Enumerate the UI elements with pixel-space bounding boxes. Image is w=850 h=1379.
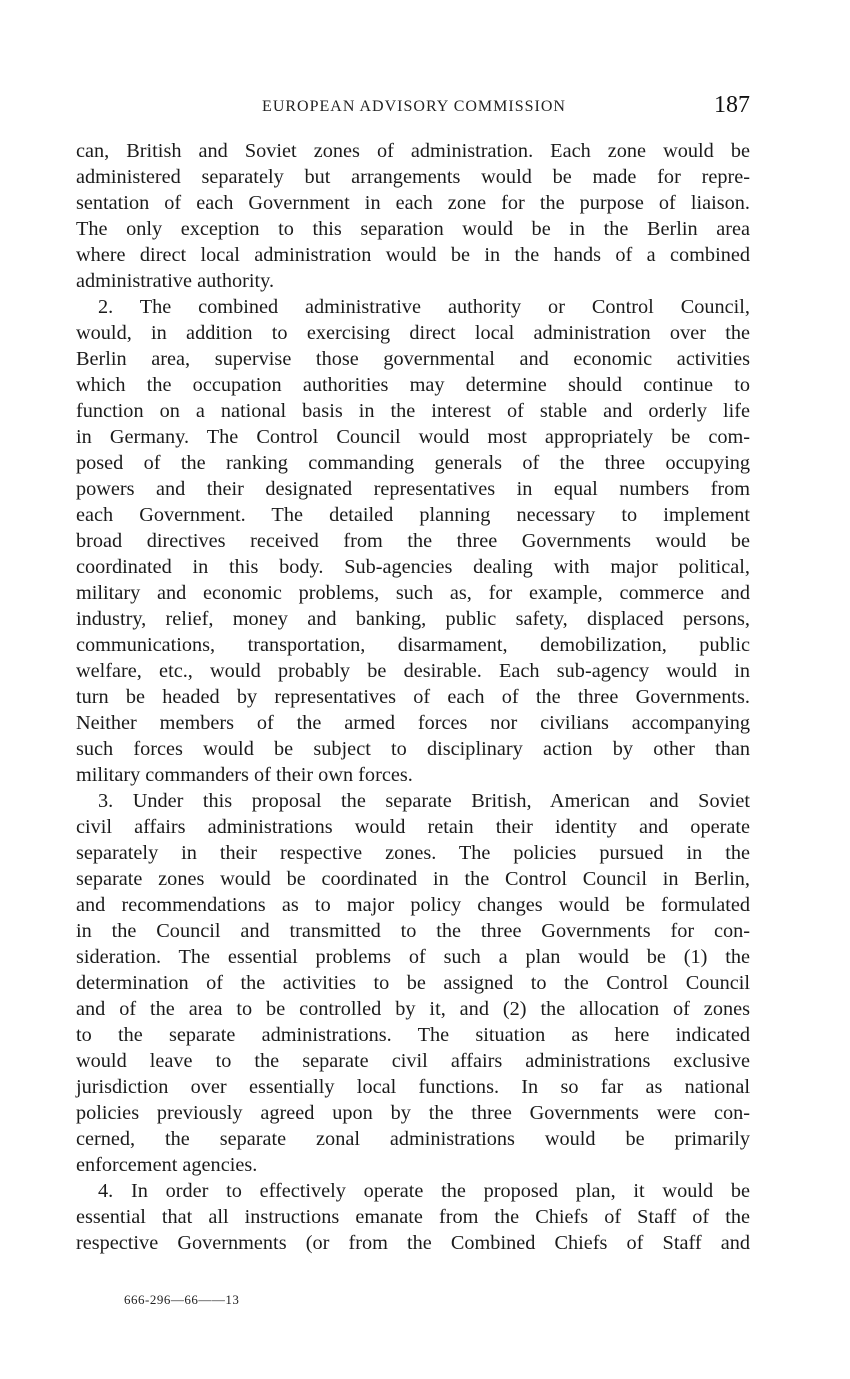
text-line: separately in their respective zones. The policies pursued in the <box>76 842 750 864</box>
text-line: would leave to the separate civil affairs administrations exclusive <box>76 1050 750 1072</box>
running-head <box>76 92 752 122</box>
text-line: can, British and Soviet zones of administration. Each zone would be <box>76 140 750 162</box>
text-line: communications, transportation, disarmament, demobilization, public <box>76 634 750 656</box>
text-line: military commanders of their own forces. <box>76 764 413 786</box>
text-line: military and economic problems, such as, for example, commerce and <box>76 582 750 604</box>
text-line: separate zones would be coordinated in the Control Council in Berlin, <box>76 868 750 890</box>
text-line: welfare, etc., would probably be desirable. Each sub-agency would in <box>76 660 750 682</box>
text-line: cerned, the separate zonal administrations would be primarily <box>76 1128 750 1150</box>
text-line: jurisdiction over essentially local functions. In so far as national <box>76 1076 750 1098</box>
text-line: respective Governments (or from the Combined Chiefs of Staff and <box>76 1232 750 1254</box>
text-line: such forces would be subject to disciplinary action by other than <box>76 738 750 760</box>
text-line: Berlin area, supervise those governmental and economic activities <box>76 348 750 370</box>
text-line: administered separately but arrangements would be made for repre- <box>76 166 750 188</box>
text-line: civil affairs administrations would retain their identity and operate <box>76 816 750 838</box>
text-line: powers and their designated representatives in equal numbers from <box>76 478 750 500</box>
text-line: essential that all instructions emanate from the Chiefs of Staff of the <box>76 1206 750 1228</box>
text-line: in the Council and transmitted to the three Governments for con- <box>76 920 750 942</box>
text-line: industry, relief, money and banking, public safety, displaced persons, <box>76 608 750 630</box>
text-line: broad directives received from the three Governments would be <box>76 530 750 552</box>
text-line: turn be headed by representatives of each of the three Governments. <box>76 686 750 708</box>
printer-code: 666-296—66——13 <box>124 1292 240 1307</box>
text-line: would, in addition to exercising direct local administration over the <box>76 322 750 344</box>
text-line: which the occupation authorities may determine should continue to <box>76 374 750 396</box>
text-line: The only exception to this separation would be in the Berlin area <box>76 218 750 240</box>
page-number: 187 <box>714 92 750 118</box>
text-line: sideration. The essential problems of such a plan would be (1) the <box>76 946 750 968</box>
text-line: posed of the ranking commanding generals of the three occupying <box>76 452 750 474</box>
text-line: to the separate administrations. The situation as here indicated <box>76 1024 750 1046</box>
text-line: where direct local administration would be in the hands of a combined <box>76 244 750 266</box>
text-line: Neither members of the armed forces nor civilians accompanying <box>76 712 750 734</box>
running-title: EUROPEAN ADVISORY COMMISSION <box>262 98 566 115</box>
text-line: coordinated in this body. Sub-agencies dealing with major political, <box>76 556 750 578</box>
text-line: and recommendations as to major policy changes would be formulated <box>76 894 750 916</box>
text-line: function on a national basis in the interest of stable and orderly life <box>76 400 750 422</box>
text-line: policies previously agreed upon by the three Governments were con- <box>76 1102 750 1124</box>
text-line: administrative authority. <box>76 270 275 292</box>
text-line: determination of the activities to be assigned to the Control Council <box>76 972 750 994</box>
text-line: sentation of each Government in each zone for the purpose of liaison. <box>76 192 750 214</box>
paragraph-3-start: 3. Under this proposal the separate British, American and Soviet <box>98 790 750 812</box>
paragraph-2-start: 2. The combined administrative authority or Control Council, <box>98 296 750 318</box>
text-line: each Government. The detailed planning necessary to implement <box>76 504 750 526</box>
text-line: and of the area to be controlled by it, and (2) the allocation of zones <box>76 998 750 1020</box>
text-line: in Germany. The Control Council would most appropriately be com- <box>76 426 750 448</box>
body-text <box>76 138 750 1256</box>
text-line: enforcement agencies. <box>76 1154 258 1176</box>
paragraph-4-start: 4. In order to effectively operate the proposed plan, it would be <box>98 1180 750 1202</box>
